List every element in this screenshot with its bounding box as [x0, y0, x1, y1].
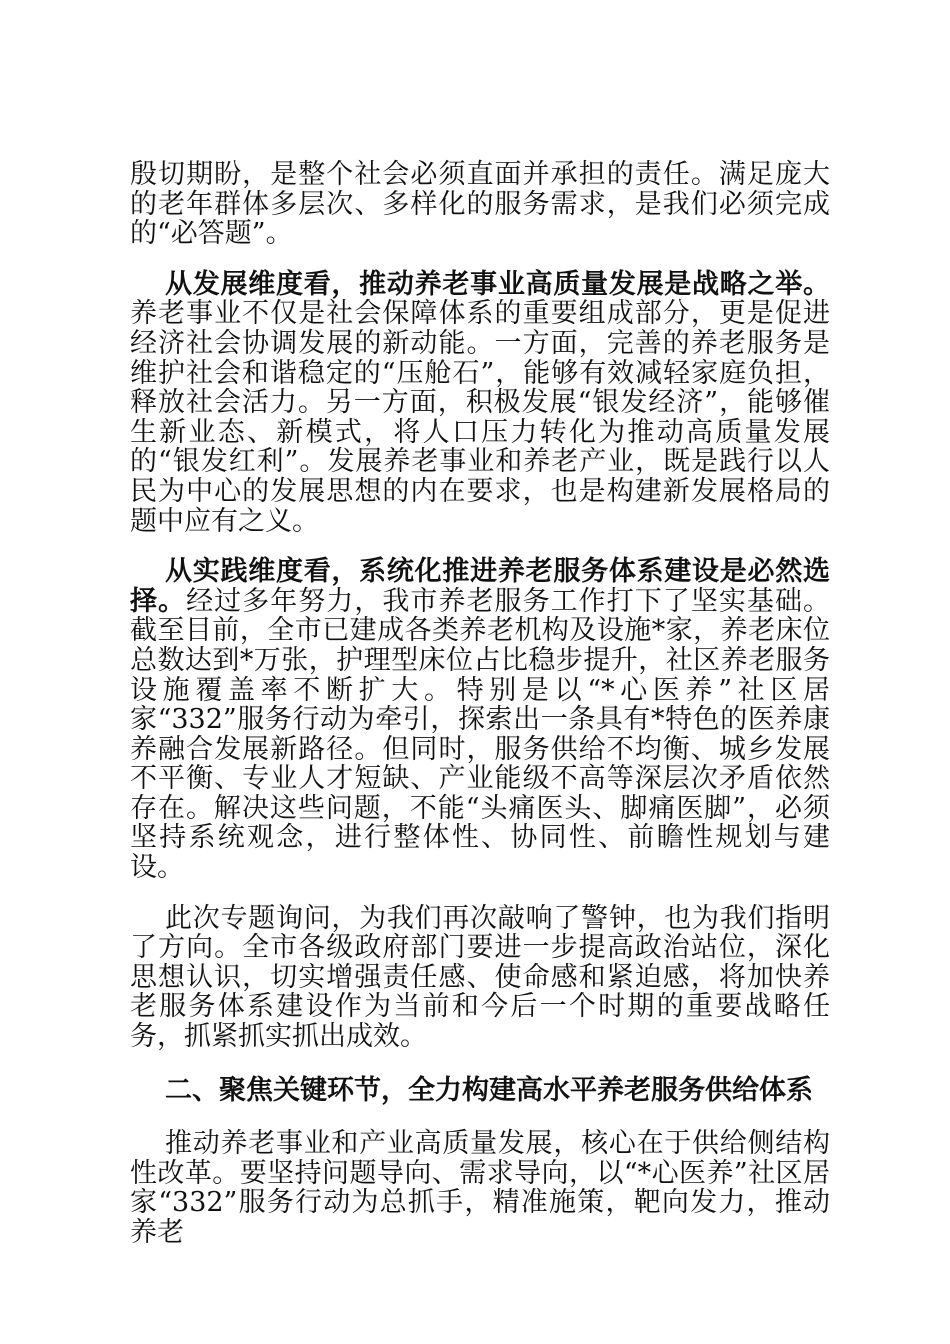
paragraph-1-text: 殷切期盼，是整个社会必须直面并承担的责任。满足庞大的老年群体多层次、多样化的服务需求，是我们必须完成的“必答题”。	[130, 159, 830, 250]
paragraph-3	[130, 557, 830, 883]
paragraph-3-lead: 从实践维度看，系统化推进养老服务体系建设是必然选择。	[130, 556, 830, 617]
paragraph-1	[130, 160, 830, 249]
document-page	[130, 160, 830, 1248]
paragraph-2	[130, 270, 830, 536]
paragraph-2-lead: 从发展维度看，推动养老事业高质量发展是战略之举。	[165, 268, 830, 300]
section-heading-2: 二、聚焦关键环节，全力构建高水平养老服务供给体系	[165, 1074, 813, 1106]
paragraph-5	[130, 1129, 830, 1247]
paragraph-5-text: 推动养老事业和产业高质量发展，核心在于供给侧结构性改革。要坚持问题导向、需求导向，以“*心医养”社区居家“332”服务行动为总抓手，精准施策，靶向发力，推动养老	[130, 1128, 830, 1248]
paragraph-3-text: 经过多年努力，我市养老服务工作打下了坚实基础。截至目前，全市已建成各类养老机构及设施*家，养老床位总数达到*万张，护理型床位占比稳步提升，社区养老服务设施覆盖率不断扩大。特别是以“*心医养”社区居家“332”服务行动为牵引，探索出一条具有*特色的医养康养融合发展新路径。但同时，服务供给不均衡、城乡发展不平衡、专业人才短缺、产业能级不高等深层次矛盾依然存在。解决这些问题，不能“头痛医头、脚痛医脚”，必须坚持系统观念，进行整体性、协同性、前瞻性规划与建设。	[130, 585, 831, 884]
paragraph-4	[130, 904, 830, 1052]
paragraph-2-text: 养老事业不仅是社会保障体系的重要组成部分，更是促进经济社会协调发展的新动能。一方面，完善的养老服务是维护社会和谐稳定的“压舱石”，能够有效减轻家庭负担，释放社会活力。另一方面，积极发展“银发经济”，能够催生新业态、新模式，将人口压力转化为推动高质量发展的“银发红利”。发展养老事业和养老产业，既是践行以人民为中心的发展思想的内在要求，也是构建新发展格局的题中应有之义。	[130, 298, 830, 537]
paragraph-4-text: 此次专题询问，为我们再次敲响了警钟，也为我们指明了方向。全市各级政府部门要进一步提高政治站位，深化思想认识，切实增强责任感、使命感和紧迫感，将加快养老服务体系建设作为当前和今后一个时期的重要战略任务，抓紧抓实抓出成效。	[130, 902, 830, 1053]
